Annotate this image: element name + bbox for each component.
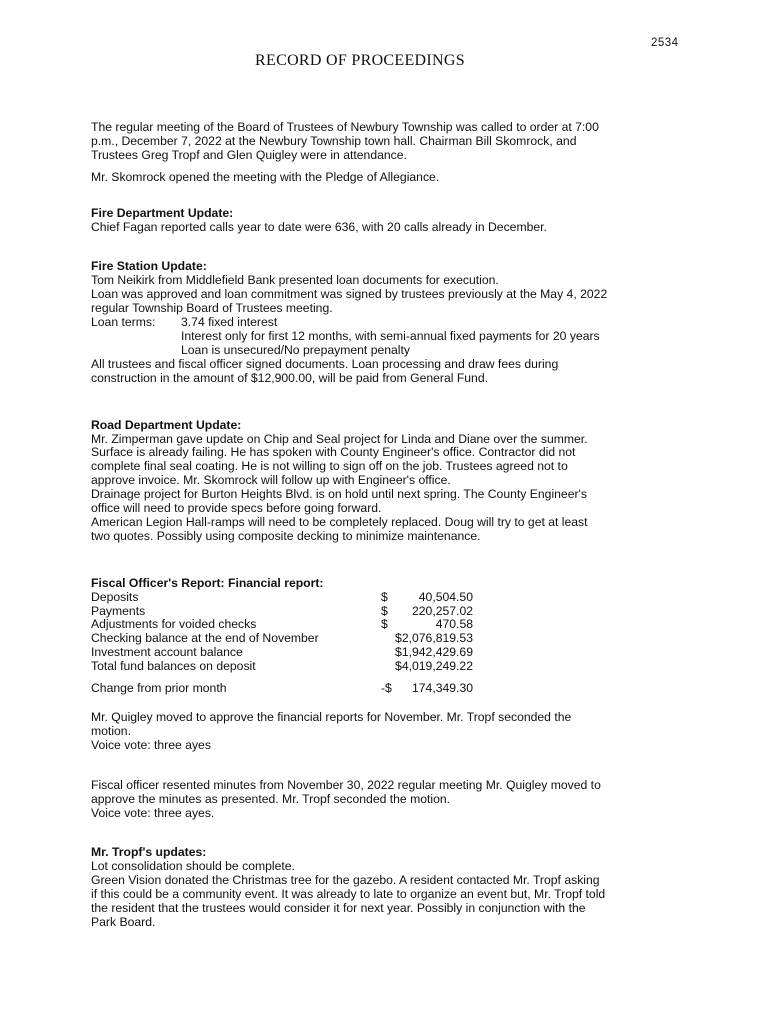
- financial-label: Investment account balance: [91, 645, 243, 660]
- section-heading: Mr. Tropf's updates:: [91, 845, 207, 860]
- financial-row: [91, 618, 691, 632]
- loan-term: Interest only for first 12 months, with semi-annual fixed payments for 20 years: [181, 328, 600, 343]
- text-line: Voice vote: three ayes.: [91, 805, 215, 820]
- text-line: construction in the amount of $12,900.00, will be paid from General Fund.: [91, 370, 489, 385]
- text-line: regular Township Board of Trustees meeting.: [91, 301, 333, 316]
- financial-amount: 220,257.02: [412, 603, 473, 618]
- text-line: approve the minutes as presented. Mr. Tropf seconded the motion.: [91, 791, 451, 806]
- tropf-updates-section: [91, 846, 691, 929]
- minutes-section: [91, 779, 691, 821]
- financial-amount: $2,076,819.53: [395, 631, 473, 646]
- pledge-line: Mr. Skomrock opened the meeting with the Pledge of Allegiance.: [91, 169, 440, 184]
- text-line: American Legion Hall-ramps will need to be completely replaced. Doug will try to get at least: [91, 514, 588, 529]
- text-line: if this could be a community event. It was already to late to organize an event but, Mr. Tropf told: [91, 887, 606, 902]
- text-line: motion.: [91, 723, 131, 738]
- text-line: office will need to provide specs before going forward.: [91, 501, 382, 516]
- text-line: Voice vote: three ayes: [91, 737, 211, 752]
- financial-label: Checking balance at the end of November: [91, 631, 319, 646]
- intro-paragraph: [91, 121, 691, 163]
- loan-terms-label: Loan terms:: [91, 315, 156, 330]
- financial-row: [91, 591, 691, 605]
- financial-label: Change from prior month: [91, 681, 227, 696]
- text-line: The regular meeting of the Board of Trustees of Newbury Township was called to order at 7:00: [91, 120, 599, 134]
- fire-station-section: [91, 260, 691, 385]
- text-line: approve invoice. Mr. Skomrock will follow up with Engineer's office.: [91, 473, 451, 488]
- loan-term: Loan is unsecured/No prepayment penalty: [181, 342, 410, 357]
- financial-label: Deposits: [91, 589, 139, 604]
- financial-amount: $1,942,429.69: [395, 645, 473, 660]
- document-body: [91, 121, 691, 930]
- document-title: RECORD OF PROCEEDINGS: [255, 52, 465, 69]
- loan-terms-row: [91, 316, 691, 330]
- text-line: Surface is already failing. He has spoken with County Engineer's office. Contractor did not: [91, 445, 576, 460]
- section-heading: Fire Station Update:: [91, 259, 207, 274]
- fiscal-report-section: [91, 577, 691, 753]
- financial-amount: 174,349.30: [412, 681, 473, 696]
- financial-label: Total fund balances on deposit: [91, 659, 256, 674]
- section-heading: Fire Department Update:: [91, 205, 234, 220]
- section-heading: Road Department Update:: [91, 417, 242, 432]
- section-heading: Fiscal Officer's Report: Financial report:: [91, 575, 324, 590]
- currency-symbol: $: [381, 589, 388, 604]
- text-line: Loan was approved and loan commitment was signed by trustees previously at the May 4, 2022: [91, 287, 608, 302]
- change-row: [91, 682, 691, 696]
- text-line: Mr. Zimperman gave update on Chip and Seal project for Linda and Diane over the summer.: [91, 431, 588, 446]
- financial-amount: 40,504.50: [418, 589, 473, 604]
- text-line: Drainage project for Burton Heights Blvd. is on hold until next spring. The County Engineer's: [91, 487, 587, 502]
- financial-row: [91, 605, 691, 619]
- text-line: Fiscal officer resented minutes from November 30, 2022 regular meeting Mr. Quigley moved to: [91, 777, 601, 792]
- text-line: p.m., December 7, 2022 at the Newbury Township town hall. Chairman Bill Skomrock, and: [91, 133, 577, 148]
- financial-row: [91, 646, 691, 660]
- loan-term: 3.74 fixed interest: [181, 315, 278, 330]
- text-line: two quotes. Possibly using composite decking to minimize maintenance.: [91, 528, 481, 543]
- financial-row: [91, 632, 691, 646]
- currency-symbol: $: [381, 617, 388, 632]
- road-department-section: [91, 419, 691, 544]
- financial-amount: $4,019,249.22: [395, 659, 473, 674]
- financial-label: Payments: [91, 603, 146, 618]
- currency-symbol: -$: [381, 681, 392, 696]
- text-line: Mr. Quigley moved to approve the financial reports for November. Mr. Tropf seconded the: [91, 710, 572, 724]
- text-line: complete final seal coating. He is not willing to sign off on the job. Trustees agreed not to: [91, 459, 568, 474]
- financial-amount: 470.58: [435, 617, 473, 632]
- fire-department-section: [91, 207, 691, 235]
- text-line: Trustees Greg Tropf and Glen Quigley were in attendance.: [91, 147, 407, 162]
- financial-label: Adjustments for voided checks: [91, 617, 257, 632]
- text-line: Chief Fagan reported calls year to date were 636, with 20 calls already in December.: [91, 219, 547, 234]
- text-line: the resident that the trustees would consider it for next year. Possibly in conjunction with the: [91, 901, 586, 916]
- text-line: All trustees and fiscal officer signed documents. Loan processing and draw fees during: [91, 356, 559, 371]
- financial-row: [91, 660, 691, 674]
- text-line: Park Board.: [91, 914, 156, 929]
- text-line: Lot consolidation should be complete.: [91, 859, 295, 874]
- page-number: 2534: [651, 37, 679, 49]
- text-line: Green Vision donated the Christmas tree for the gazebo. A resident contacted Mr. Tropf asking: [91, 873, 600, 888]
- currency-symbol: $: [381, 603, 388, 618]
- text-line: Tom Neikirk from Middlefield Bank presented loan documents for execution.: [91, 273, 499, 288]
